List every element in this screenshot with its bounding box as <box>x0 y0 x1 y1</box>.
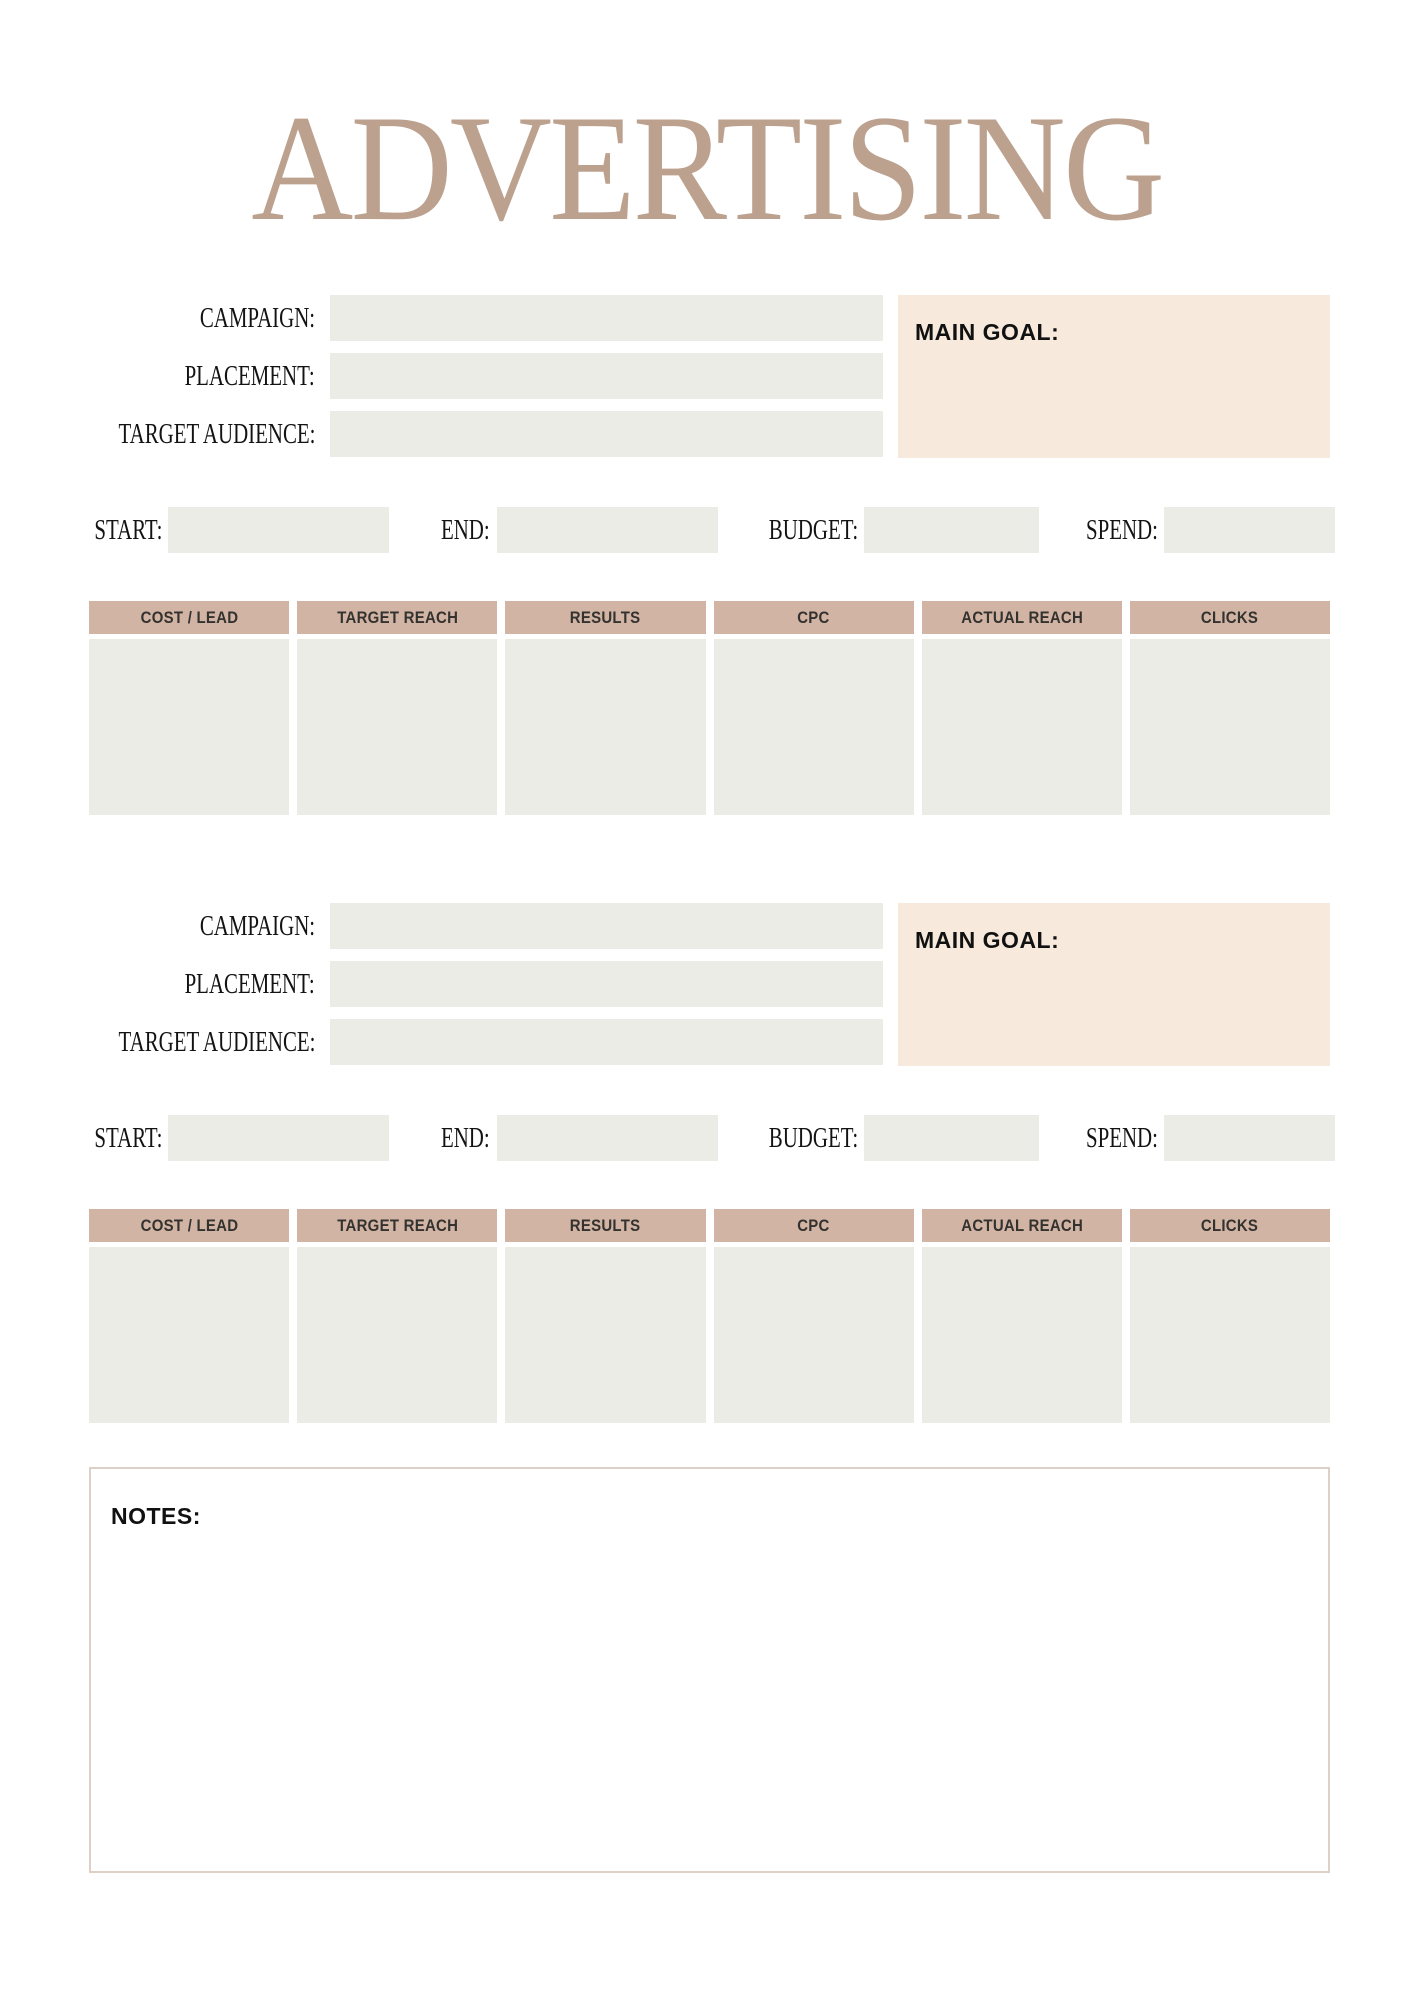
campaign-label <box>155 903 315 949</box>
spend-label <box>1058 507 1158 553</box>
column-header-text: RESULTS <box>570 607 641 627</box>
end-label <box>422 507 490 553</box>
budget-input[interactable] <box>864 1115 1039 1161</box>
cost-lead-cell[interactable] <box>89 1247 289 1423</box>
metrics-table-header <box>89 1209 1330 1242</box>
column-header-cost-lead <box>89 1209 289 1242</box>
metrics-table-header <box>89 601 1330 634</box>
notes-label: NOTES: <box>111 1503 201 1529</box>
column-header-actual-reach <box>922 1209 1122 1242</box>
column-header-results <box>505 1209 705 1242</box>
target-reach-cell[interactable] <box>297 639 497 815</box>
column-header-target-reach <box>297 1209 497 1242</box>
placement-label <box>134 353 315 399</box>
target-audience-label <box>42 411 315 457</box>
column-header-text: ACTUAL REACH <box>960 1215 1083 1235</box>
actual-reach-cell[interactable] <box>922 1247 1122 1423</box>
budget-label-text: BUDGET: <box>768 514 858 546</box>
actual-reach-cell[interactable] <box>922 639 1122 815</box>
column-header-text: RESULTS <box>570 1215 641 1235</box>
end-date-input[interactable] <box>497 1115 718 1161</box>
clicks-cell[interactable] <box>1130 1247 1330 1423</box>
results-cell[interactable] <box>505 639 705 815</box>
start-date-input[interactable] <box>168 507 389 553</box>
column-header-text: CPC <box>797 607 830 627</box>
column-header-text: ACTUAL REACH <box>960 607 1083 627</box>
column-header-text: CLICKS <box>1201 1215 1259 1235</box>
column-header-cpc <box>714 601 914 634</box>
target-audience-label-text: TARGET AUDIENCE: <box>118 1026 315 1058</box>
column-header-cpc <box>714 1209 914 1242</box>
start-date-input[interactable] <box>168 1115 389 1161</box>
main-goal-box[interactable] <box>898 903 1330 1066</box>
placement-label-text: PLACEMENT: <box>184 360 315 392</box>
column-header-text: TARGET REACH <box>336 1215 458 1235</box>
column-header-text: TARGET REACH <box>336 607 458 627</box>
column-header-target-reach <box>297 601 497 634</box>
campaign-label-text: CAMPAIGN: <box>199 910 315 942</box>
campaign-section-1 <box>0 295 1414 815</box>
spend-label-text: SPEND: <box>1086 1122 1158 1154</box>
notes-box[interactable] <box>89 1467 1330 1873</box>
budget-input[interactable] <box>864 507 1039 553</box>
target-audience-label-text: TARGET AUDIENCE: <box>118 418 315 450</box>
column-header-clicks <box>1130 1209 1330 1242</box>
start-label-text: START: <box>94 514 162 546</box>
budget-label <box>734 507 858 553</box>
column-header-text: COST / LEAD <box>140 1215 238 1235</box>
placement-input[interactable] <box>330 353 883 399</box>
campaign-input[interactable] <box>330 295 883 341</box>
target-audience-input[interactable] <box>330 411 883 457</box>
page-title <box>0 84 1414 252</box>
end-label-text: END: <box>441 514 490 546</box>
target-reach-cell[interactable] <box>297 1247 497 1423</box>
main-goal-label: MAIN GOAL: <box>915 927 1060 953</box>
page-title-text: ADVERTISING <box>251 84 1163 252</box>
column-header-text: CLICKS <box>1201 607 1259 627</box>
spend-input[interactable] <box>1164 1115 1335 1161</box>
campaign-label-text: CAMPAIGN: <box>199 302 315 334</box>
placement-label-text: PLACEMENT: <box>184 968 315 1000</box>
main-goal-label: MAIN GOAL: <box>915 319 1060 345</box>
column-header-results <box>505 601 705 634</box>
cpc-cell[interactable] <box>714 1247 914 1423</box>
budget-label-text: BUDGET: <box>768 1122 858 1154</box>
cpc-cell[interactable] <box>714 639 914 815</box>
campaign-section-2 <box>0 903 1414 1423</box>
column-header-actual-reach <box>922 601 1122 634</box>
end-label-text: END: <box>441 1122 490 1154</box>
spend-label <box>1058 1115 1158 1161</box>
column-header-cost-lead <box>89 601 289 634</box>
column-header-clicks <box>1130 601 1330 634</box>
budget-label <box>734 1115 858 1161</box>
end-label <box>422 1115 490 1161</box>
metrics-table-body <box>89 639 1330 815</box>
column-header-text: CPC <box>797 1215 830 1235</box>
campaign-label <box>155 295 315 341</box>
campaign-input[interactable] <box>330 903 883 949</box>
cost-lead-cell[interactable] <box>89 639 289 815</box>
placement-input[interactable] <box>330 961 883 1007</box>
placement-label <box>134 961 315 1007</box>
target-audience-input[interactable] <box>330 1019 883 1065</box>
main-goal-box[interactable] <box>898 295 1330 458</box>
spend-input[interactable] <box>1164 507 1335 553</box>
spend-label-text: SPEND: <box>1086 514 1158 546</box>
results-cell[interactable] <box>505 1247 705 1423</box>
start-label <box>68 1115 162 1161</box>
column-header-text: COST / LEAD <box>140 607 238 627</box>
clicks-cell[interactable] <box>1130 639 1330 815</box>
end-date-input[interactable] <box>497 507 718 553</box>
start-label-text: START: <box>94 1122 162 1154</box>
target-audience-label <box>42 1019 315 1065</box>
start-label <box>68 507 162 553</box>
metrics-table-body <box>89 1247 1330 1423</box>
